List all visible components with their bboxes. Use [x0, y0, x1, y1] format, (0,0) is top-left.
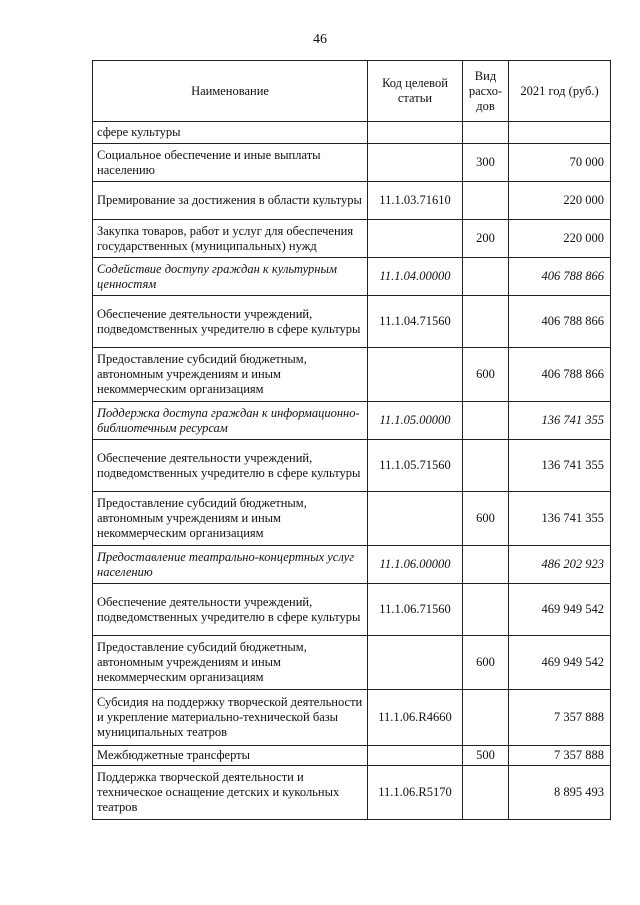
row-kind-cell: 500 — [463, 746, 509, 766]
row-code-cell: 11.1.04.00000 — [368, 258, 463, 296]
row-amount-cell: 406 788 866 — [509, 348, 611, 402]
table-row — [93, 440, 611, 492]
row-kind-cell — [463, 766, 509, 820]
row-kind-cell: 600 — [463, 348, 509, 402]
row-name-cell: Межбюджетные трансферты — [93, 746, 368, 766]
row-name-cell: Предоставление субсидий бюджетным, автономным учреждениям и иным некоммерческим организациям — [93, 636, 368, 690]
table-row — [93, 348, 611, 402]
row-code-cell: 11.1.04.71560 — [368, 296, 463, 348]
row-code-cell: 11.1.06.00000 — [368, 546, 463, 584]
row-code-cell: 11.1.06.R5170 — [368, 766, 463, 820]
table-row — [93, 182, 611, 220]
row-code-cell — [368, 636, 463, 690]
row-kind-cell — [463, 402, 509, 440]
row-code-cell — [368, 492, 463, 546]
table-row — [93, 746, 611, 766]
row-name-cell: Обеспечение деятельности учреждений, подведомственных учредителю в сфере культуры — [93, 440, 368, 492]
row-kind-cell — [463, 690, 509, 746]
row-code-cell — [368, 144, 463, 182]
row-code-cell: 11.1.06.71560 — [368, 584, 463, 636]
row-kind-cell — [463, 258, 509, 296]
row-code-cell: 11.1.06.R4660 — [368, 690, 463, 746]
header-kind: Вид расхо-дов — [463, 61, 509, 122]
table-row — [93, 144, 611, 182]
row-amount-cell: 406 788 866 — [509, 258, 611, 296]
row-amount-cell: 136 741 355 — [509, 402, 611, 440]
row-amount-cell: 136 741 355 — [509, 492, 611, 546]
row-code-cell — [368, 348, 463, 402]
table-row — [93, 402, 611, 440]
row-amount-cell: 136 741 355 — [509, 440, 611, 492]
row-kind-cell — [463, 122, 509, 144]
row-kind-cell — [463, 546, 509, 584]
row-amount-cell: 7 357 888 — [509, 690, 611, 746]
header-code: Код целевой статьи — [368, 61, 463, 122]
header-name: Наименование — [93, 61, 368, 122]
row-name-cell: Поддержка доступа граждан к информационно-библиотечным ресурсам — [93, 402, 368, 440]
row-amount-cell: 486 202 923 — [509, 546, 611, 584]
row-code-cell — [368, 220, 463, 258]
row-kind-cell: 600 — [463, 636, 509, 690]
row-amount-cell: 8 895 493 — [509, 766, 611, 820]
row-name-cell: Содействие доступу граждан к культурным ценностям — [93, 258, 368, 296]
row-amount-cell: 469 949 542 — [509, 636, 611, 690]
row-kind-cell: 300 — [463, 144, 509, 182]
row-code-cell: 11.1.05.71560 — [368, 440, 463, 492]
row-code-cell: 11.1.03.71610 — [368, 182, 463, 220]
row-kind-cell: 600 — [463, 492, 509, 546]
row-name-cell: Обеспечение деятельности учреждений, подведомственных учредителю в сфере культуры — [93, 296, 368, 348]
table-row — [93, 584, 611, 636]
table-row — [93, 690, 611, 746]
row-name-cell: Обеспечение деятельности учреждений, подведомственных учредителю в сфере культуры — [93, 584, 368, 636]
row-amount-cell: 220 000 — [509, 182, 611, 220]
row-code-cell: 11.1.05.00000 — [368, 402, 463, 440]
row-code-cell — [368, 746, 463, 766]
row-name-cell: Поддержка творческой деятельности и техническое оснащение детских и кукольных театров — [93, 766, 368, 820]
row-amount-cell: 70 000 — [509, 144, 611, 182]
row-name-cell: Субсидия на поддержку творческой деятельности и укрепление материально-технической базы муниципальных театров — [93, 690, 368, 746]
row-name-cell: Премирование за достижения в области культуры — [93, 182, 368, 220]
row-amount-cell: 7 357 888 — [509, 746, 611, 766]
row-name-cell: Предоставление театрально-концертных услуг населению — [93, 546, 368, 584]
row-name-cell: Социальное обеспечение и иные выплаты населению — [93, 144, 368, 182]
table-row — [93, 258, 611, 296]
row-kind-cell — [463, 296, 509, 348]
row-amount-cell — [509, 122, 611, 144]
table-row — [93, 546, 611, 584]
table-row — [93, 220, 611, 258]
row-name-cell: Закупка товаров, работ и услуг для обеспечения государственных (муниципальных) нужд — [93, 220, 368, 258]
table-row — [93, 636, 611, 690]
table-row — [93, 296, 611, 348]
row-amount-cell: 469 949 542 — [509, 584, 611, 636]
table-body — [93, 122, 611, 820]
row-kind-cell — [463, 440, 509, 492]
row-kind-cell — [463, 584, 509, 636]
row-kind-cell: 200 — [463, 220, 509, 258]
table-row — [93, 766, 611, 820]
page-number: 46 — [313, 32, 327, 47]
row-name-cell: Предоставление субсидий бюджетным, автономным учреждениям и иным некоммерческим организациям — [93, 348, 368, 402]
budget-table — [92, 60, 611, 820]
row-code-cell — [368, 122, 463, 144]
header-amount: 2021 год (руб.) — [509, 61, 611, 122]
row-name-cell: сфере культуры — [93, 122, 368, 144]
row-name-cell: Предоставление субсидий бюджетным, автономным учреждениям и иным некоммерческим организациям — [93, 492, 368, 546]
row-kind-cell — [463, 182, 509, 220]
row-amount-cell: 220 000 — [509, 220, 611, 258]
table-header-row — [93, 61, 611, 122]
table-row — [93, 122, 611, 144]
row-amount-cell: 406 788 866 — [509, 296, 611, 348]
table-row — [93, 492, 611, 546]
